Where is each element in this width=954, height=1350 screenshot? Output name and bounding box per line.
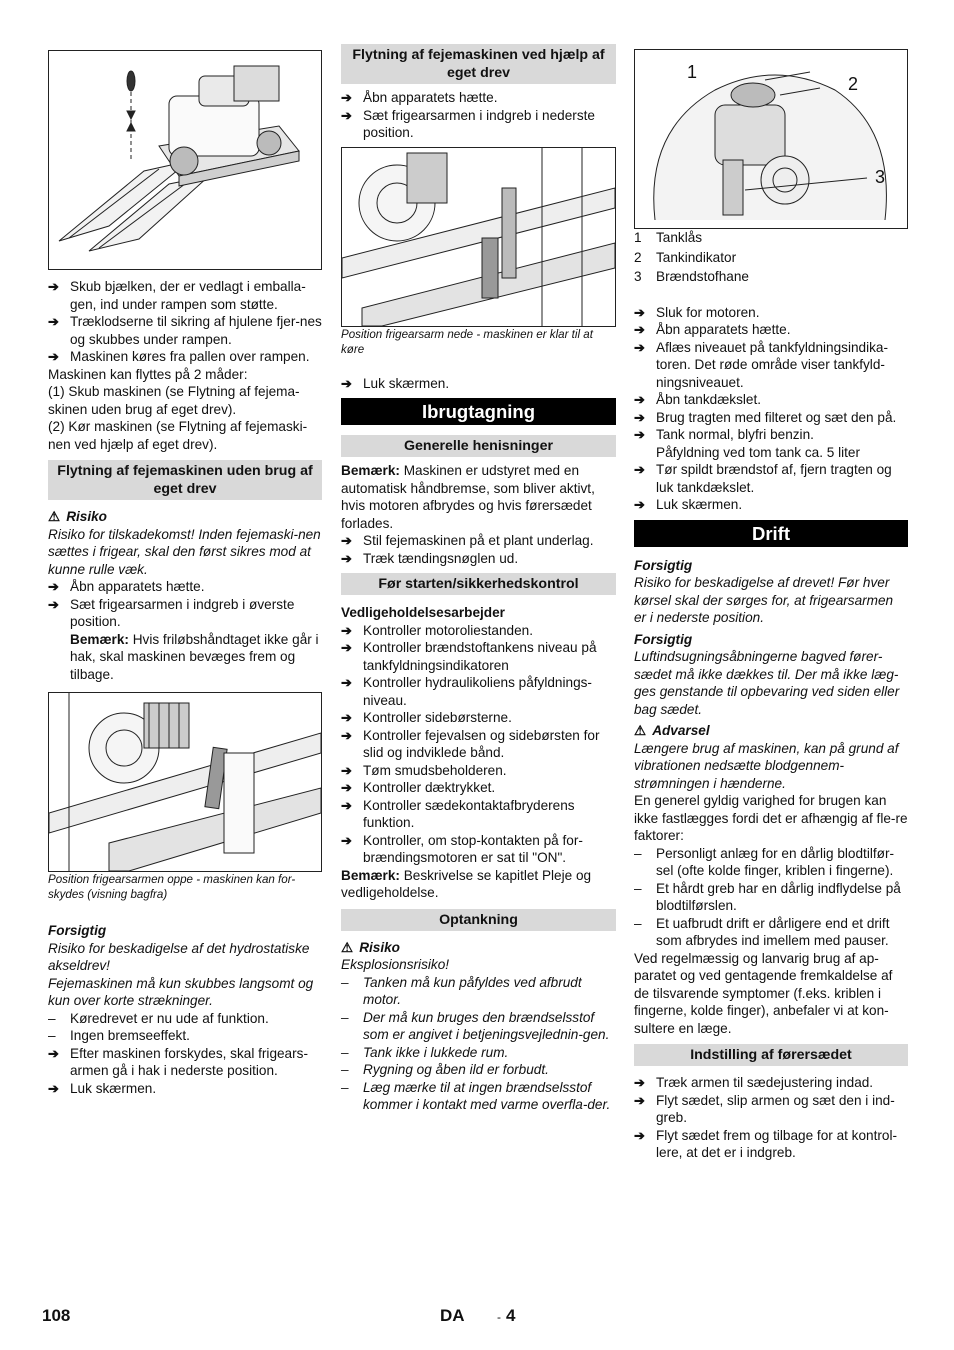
list-item: ➔ Sluk for motoren. bbox=[634, 304, 760, 320]
figure-engine-tank bbox=[634, 49, 908, 229]
page-number: 108 bbox=[42, 1306, 71, 1325]
list-item: ➔ Kontroller fejevalsen og sidebørsten for slid og indviklede bånd. bbox=[341, 727, 600, 760]
list-item: ➔ Kontroller, om stop-kontakten på for-brændingsmotoren er sat til "ON". bbox=[341, 832, 583, 865]
arrow-icon: ➔ bbox=[341, 640, 352, 655]
note: Bemærk: Hvis friløbshåndtaget ikke går i hak, skal maskinen bevæges frem og tilbage. bbox=[70, 631, 319, 682]
arrow-icon: ➔ bbox=[634, 304, 645, 320]
arrow-icon: ➔ bbox=[48, 579, 59, 594]
figure-machine-ramp bbox=[48, 50, 322, 270]
section-heading: Flytning af fejemaskinen ved hjælp af eget drev bbox=[341, 44, 616, 84]
list-item: ➔ Tank normal, blyfri benzin. bbox=[634, 427, 814, 442]
figure-caption: Position frigearsarm nede - maskinen er klar til at køre bbox=[341, 327, 593, 356]
figure-legend bbox=[634, 229, 908, 286]
arrow-icon: ➔ bbox=[48, 314, 59, 329]
arrow-icon: ➔ bbox=[634, 392, 645, 407]
warning-label: ⚠ Advarsel bbox=[634, 723, 710, 738]
list-item: – Et uafbrudt drift er dårligere end et drift som afbrydes ind imellem med pauser. bbox=[634, 915, 890, 948]
paragraph: En generel gyldig varighed for brugen kan ikke fastlægges fordi det er afhængig af fle-re faktorer: bbox=[634, 793, 908, 843]
engine-tank-illustration bbox=[635, 50, 907, 228]
arrow-icon: ➔ bbox=[634, 409, 645, 425]
section-heading: Indstilling af førersædet bbox=[634, 1044, 908, 1066]
arrow-icon: ➔ bbox=[341, 675, 352, 690]
arrow-icon: ➔ bbox=[341, 797, 352, 813]
freegear-lever-down-illustration bbox=[342, 148, 615, 326]
list-item: ➔ Luk skærmen. bbox=[48, 1080, 157, 1096]
arrow-icon: ➔ bbox=[48, 596, 59, 612]
risk-label: ⚠ Risiko bbox=[48, 509, 107, 524]
figure-caption: Position frigearsarmen oppe - maskinen kan for-skydes (visning bagfra) bbox=[48, 873, 296, 901]
caution-label: Forsigtig bbox=[48, 923, 107, 938]
paragraph: Ved regelmæssig og lanvarig brug af ap-paratet og ved gentagende fremkaldelse af de tilsvarende symptomer (f.eks. kriblen i fingerne, kolde finger), anbefaler vi at kon-sultere en læge. bbox=[634, 950, 893, 1036]
paragraph: Maskinen kan flyttes på 2 måder: bbox=[48, 366, 248, 382]
figure-freegear-down bbox=[341, 147, 616, 327]
section-heading: Før starten/sikkerhedskontrol bbox=[341, 573, 616, 595]
list-item: ➔ Tøm smudsbeholderen. bbox=[341, 762, 507, 778]
machine-ramp-illustration bbox=[49, 51, 321, 269]
list-item: ➔ Kontroller sidebørsterne. bbox=[341, 710, 512, 725]
language-code: DA bbox=[440, 1306, 465, 1325]
note: Bemærk: Beskrivelse se kapitlet Pleje og vedligeholdelse. bbox=[341, 867, 592, 900]
arrow-icon: ➔ bbox=[341, 550, 352, 566]
arrow-icon: ➔ bbox=[634, 1092, 645, 1108]
caution-text: Risiko for beskadigelse af drevet! Før hver kørsel skal der sørges for, at frigearsarmen er i nederste position. bbox=[634, 575, 894, 625]
arrow-icon: ➔ bbox=[48, 349, 59, 364]
list-item: – Der må kun bruges den brændselsstof som er angivet i betjeningsvejlednin-gen. bbox=[341, 1009, 610, 1042]
arrow-icon: ➔ bbox=[341, 622, 352, 638]
list-item: ➔ Stil fejemaskinen på et plant underlag. bbox=[341, 533, 594, 548]
callout-label: 1 bbox=[687, 62, 698, 82]
list-item: ➔ Efter maskinen forskydes, skal frigears-armen gå i hak i nederste position. bbox=[48, 1045, 308, 1078]
arrow-icon: ➔ bbox=[634, 1075, 645, 1090]
list-item: – Tank ikke i lukkede rum. bbox=[341, 1044, 509, 1060]
risk-label: ⚠ Risiko bbox=[341, 939, 400, 955]
list-item: ➔ Kontroller brændstoftankens niveau på tankfyldningsindikatoren bbox=[341, 640, 597, 673]
list-item: ➔ Skub bjælken, der er vedlagt i emballa-gen, ind under rampen som støtte. bbox=[48, 279, 306, 312]
chapter-heading: Ibrugtagning bbox=[341, 398, 616, 425]
warning-triangle-icon: ⚠ bbox=[634, 723, 647, 738]
list-item: ➔ Luk skærmen. bbox=[634, 497, 743, 512]
column-2 bbox=[341, 44, 616, 1114]
freegear-lever-up-illustration bbox=[49, 693, 321, 871]
arrow-icon: ➔ bbox=[634, 427, 645, 442]
list-item: – Læg mærke til at ingen brændselsstof kommer i kontakt med varme overfla-der. bbox=[341, 1079, 611, 1112]
arrow-icon: ➔ bbox=[634, 1127, 645, 1143]
list-item: ➔ Luk skærmen. bbox=[341, 375, 450, 391]
checklist bbox=[341, 622, 616, 867]
list-item: ➔ Sæt frigearsarmen i indgreb i øverste position. bbox=[48, 596, 295, 629]
warning-triangle-icon: ⚠ bbox=[48, 509, 61, 524]
arrow-icon: ➔ bbox=[341, 727, 352, 743]
arrow-icon: ➔ bbox=[634, 339, 645, 355]
caution-text: Luftindsugningsåbningerne bagved fører-sædet må ikke dækkes til. Der må ikke læg-ges genstande til opbevaring ved siden eller bag sædet. bbox=[634, 649, 900, 717]
list-item: ➔ Aflæs niveauet på tankfyldningsindika-toren. Det røde område viser tankfyld-ningsniveauet. bbox=[634, 339, 888, 390]
list-item: ➔ Åbn apparatets hætte. bbox=[634, 322, 791, 337]
legend-item: 2 Tankindikator bbox=[634, 249, 737, 265]
callout-label: 2 bbox=[848, 74, 859, 94]
warning-triangle-icon: ⚠ bbox=[341, 939, 354, 955]
arrow-icon: ➔ bbox=[341, 533, 352, 548]
list-item: ➔ Åbn apparatets hætte. bbox=[48, 579, 205, 594]
section-heading: Optankning bbox=[341, 909, 616, 931]
list-item: ➔ Flyt sædet, slip armen og sæt den i ind-greb. bbox=[634, 1092, 895, 1125]
figure-freegear-up bbox=[48, 692, 322, 872]
list-item: ➔ Kontroller dæktrykket. bbox=[341, 780, 496, 795]
section-heading: Flytning af fejemaskinen uden brug af eget drev bbox=[48, 460, 322, 500]
arrow-icon: ➔ bbox=[48, 1045, 59, 1061]
legend-item: 1 Tanklås bbox=[634, 230, 703, 245]
paragraph: (2) Kør maskinen (se Flytning af fejemaski-nen ved hjælp af eget drev). bbox=[48, 419, 308, 452]
arrow-icon: ➔ bbox=[48, 279, 59, 294]
list-item: ➔ Brug tragten med filteret og sæt den på. bbox=[634, 409, 897, 425]
column-3 bbox=[634, 44, 908, 1162]
chapter-heading: Drift bbox=[634, 520, 908, 547]
list-item: – Ingen bremseeffekt. bbox=[48, 1028, 190, 1043]
caution-text: Risiko for beskadigelse af det hydrostatiske akseldrev! bbox=[48, 940, 310, 973]
arrow-icon: ➔ bbox=[341, 762, 352, 778]
arrow-icon: ➔ bbox=[341, 90, 352, 105]
list-item: ➔ Åbn apparatets hætte. bbox=[341, 90, 498, 105]
paragraph: (1) Skub maskinen (se Flytning af fejema-skinen uden brug af eget drev). bbox=[48, 384, 300, 417]
list-item: ➔ Tør spildt brændstof af, fjern tragten og luk tankdækslet. bbox=[634, 462, 892, 495]
caution-text: Fejemaskinen må kun skubbes langsomt og kun over korte strækninger. bbox=[48, 975, 314, 1008]
list-item: ➔ Træklodserne til sikring af hjulene fjer-nes og skubbes under rampen. bbox=[48, 314, 322, 347]
risk-text: Eksplosionsrisiko! bbox=[341, 957, 450, 972]
list-item: ➔ Træk tændingsnøglen ud. bbox=[341, 550, 519, 566]
list-item: – Et hårdt greb har en dårlig indflydelse på blodtilførslen. bbox=[634, 880, 901, 913]
subsection-label: Vedligeholdelsesarbejder bbox=[341, 605, 505, 620]
arrow-icon: ➔ bbox=[48, 1080, 59, 1096]
list-item: ➔ Kontroller hydraulikoliens påfyldnings-niveau. bbox=[341, 675, 592, 708]
bullet-list-ramp bbox=[48, 278, 322, 366]
caution-label: Forsigtig bbox=[634, 631, 693, 647]
list-item: ➔ Sæt frigearsarmen i indgreb i nederste position. bbox=[341, 107, 595, 140]
section-page-number: 4 bbox=[506, 1306, 516, 1325]
paragraph: Påfyldning ved tom tank ca. 5 liter bbox=[656, 444, 861, 460]
footer-separator: - bbox=[497, 1310, 501, 1324]
section-heading: Generelle henisninger bbox=[341, 435, 616, 457]
arrow-icon: ➔ bbox=[634, 322, 645, 337]
list-item: ➔ Kontroller motoroliestanden. bbox=[341, 622, 534, 638]
warning-text: Længere brug af maskinen, kan på grund af vibrationen nedsætte blodgennem-strømningen i hænderne. bbox=[634, 740, 899, 791]
caution-label: Forsigtig bbox=[634, 557, 693, 573]
list-item: ➔ Flyt sædet frem og tilbage for at kontrol-lere, at det er i indgreb. bbox=[634, 1127, 898, 1160]
arrow-icon: ➔ bbox=[341, 107, 352, 123]
note: Bemærk: Maskinen er udstyret med en automatisk håndbremse, som bliver aktivt, hvis motoren afbrydes og hvis førersædet forlades. bbox=[341, 463, 595, 531]
arrow-icon: ➔ bbox=[341, 375, 352, 391]
list-item: ➔ Træk armen til sædejustering indad. bbox=[634, 1075, 874, 1090]
arrow-icon: ➔ bbox=[341, 710, 352, 725]
risk-text: Risiko for tilskadekomst! Inden fejemaski-nen sættes i frigear, skal den først sikres mod at kunne rulle væk. bbox=[48, 526, 321, 577]
legend-item: 3 Brændstofhane bbox=[634, 269, 749, 284]
list-item: ➔ Åbn tankdækslet. bbox=[634, 392, 762, 407]
column-1 bbox=[48, 44, 322, 1097]
arrow-icon: ➔ bbox=[341, 832, 352, 848]
callout-label: 3 bbox=[875, 167, 886, 187]
list-item: ➔ Kontroller sædekontaktafbryderens funktion. bbox=[341, 797, 575, 830]
list-item: – Personligt anlæg for en dårlig blodtilfør-sel (ofte kolde finger, kriblen i fingerne). bbox=[634, 845, 895, 878]
arrow-icon: ➔ bbox=[341, 780, 352, 795]
arrow-icon: ➔ bbox=[634, 462, 645, 477]
list-item: – Tanken må kun påfyldes ved afbrudt motor. bbox=[341, 974, 582, 1007]
list-item: ➔ Maskinen køres fra pallen over rampen. bbox=[48, 349, 310, 364]
list-item: – Køredrevet er nu ude af funktion. bbox=[48, 1010, 269, 1026]
list-item: – Rygning og åben ild er forbudt. bbox=[341, 1062, 549, 1077]
arrow-icon: ➔ bbox=[634, 497, 645, 512]
